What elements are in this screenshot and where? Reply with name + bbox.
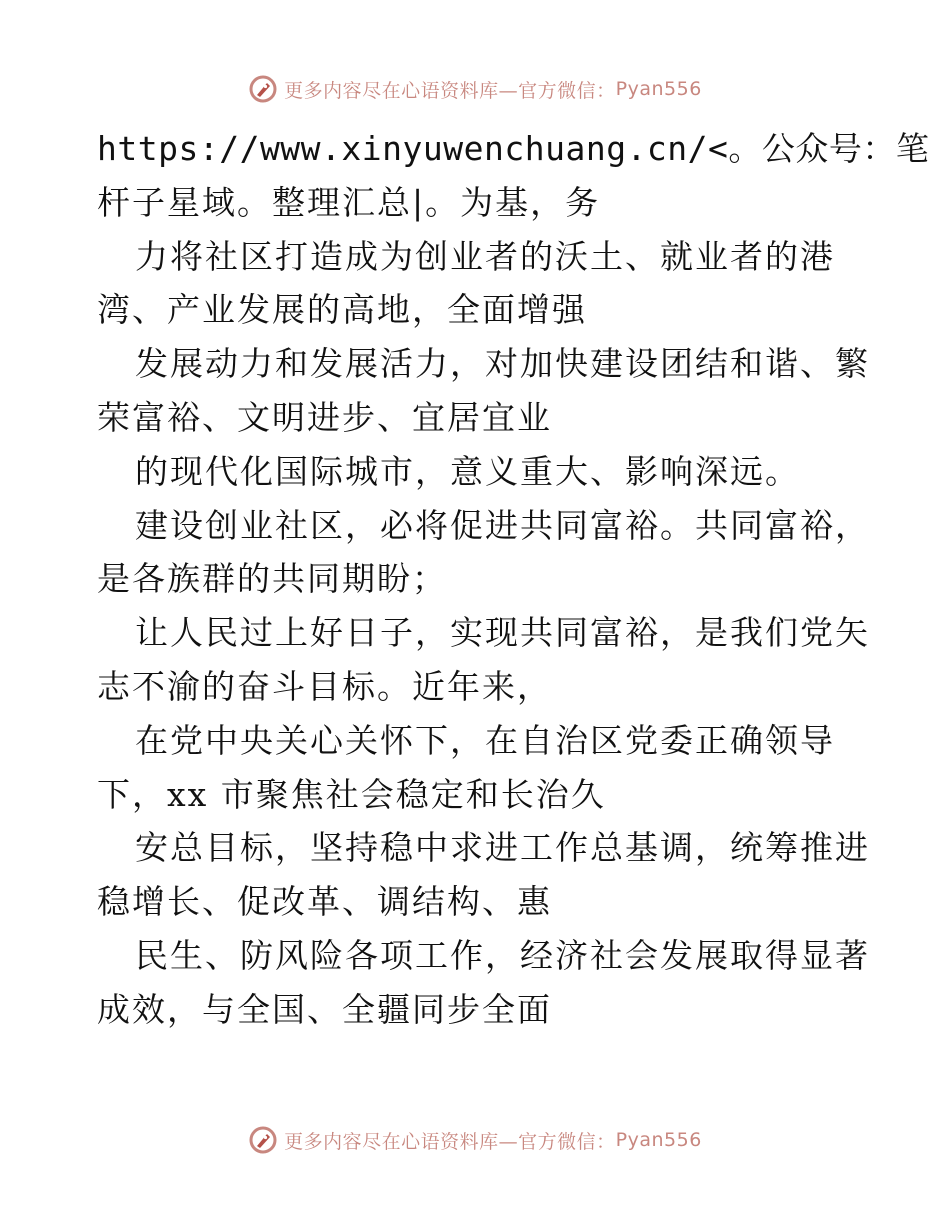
text-line: 下，xx 市聚焦社会稳定和长治久 [97, 774, 606, 814]
text-line: 安总目标，坚持稳中求进工作总基调，统筹推进 [135, 828, 870, 868]
text-line: 让人民过上好日子，实现共同富裕，是我们党矢 [135, 613, 870, 653]
watermark-handle: Pyan556 [615, 78, 702, 100]
text-line: 民生、防风险各项工作，经济社会发展取得显著 [135, 935, 870, 975]
footer-watermark [0, 1125, 950, 1155]
text-line: 湾、产业发展的高地，全面增强 [97, 290, 587, 330]
watermark-text: 更多内容尽在心语资料库—官方微信： [284, 1130, 616, 1153]
watermark-handle: Pyan556 [615, 1129, 702, 1151]
text-line: 的现代化国际城市，意义重大、影响深远。 [135, 451, 800, 491]
text-line: 成效，与全国、全疆同步全面 [97, 989, 552, 1029]
text-line: 稳增长、促改革、调结构、惠 [97, 882, 552, 922]
text-line: 力将社区打造成为创业者的沃土、就业者的港 [135, 236, 835, 276]
text-line: 杆子星域。整理汇总|。为基，务 [97, 182, 601, 222]
text-line: 荣富裕、文明进步、宜居宜业 [97, 397, 552, 437]
watermark-text: 更多内容尽在心语资料库—官方微信： [284, 79, 616, 102]
header-watermark [0, 74, 950, 104]
text-line: https://www.xinyuwenchuang.cn/<。公众号：笔 [97, 129, 930, 168]
text-line: 建设创业社区，必将促进共同富裕。共同富裕， [135, 505, 870, 545]
text-line: 发展动力和发展活力，对加快建设团结和谐、繁 [135, 344, 870, 384]
text-line: 志不渝的奋斗目标。近年来， [97, 666, 552, 706]
pen-nib-circle-icon [248, 1125, 278, 1155]
text-line: 在党中央关心关怀下，在自治区党委正确领导 [135, 720, 835, 760]
text-line: 是各族群的共同期盼； [97, 559, 447, 599]
pen-nib-circle-icon [248, 74, 278, 104]
document-body [97, 122, 930, 1037]
